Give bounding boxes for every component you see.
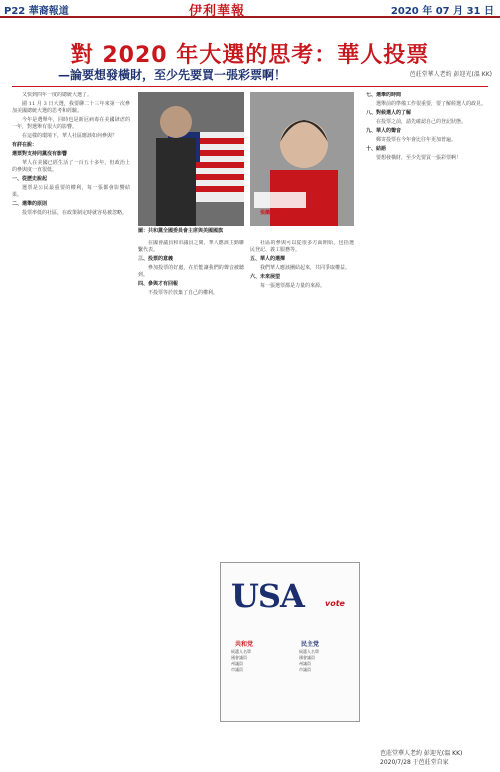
- section-heading: 九、華人的聲音: [366, 128, 402, 134]
- list-item: 州議員: [231, 661, 243, 666]
- section-heading: 選票對支持同黨沒有影響: [12, 151, 68, 157]
- flag-photo: [138, 92, 244, 226]
- portrait-illustration: [250, 92, 354, 226]
- list-item: 市議員: [299, 667, 311, 672]
- section-heading: 十、結語: [366, 146, 387, 152]
- usa-wordmark: USA: [231, 577, 304, 615]
- paragraph: 在這樣的環境下，華人社區應該如何參與？: [22, 133, 118, 139]
- paragraph: 又快到四年一度的總統大選了。: [22, 92, 93, 98]
- flag-illustration: [138, 92, 244, 226]
- page-label: P22 華裔報道: [4, 6, 69, 17]
- democrat-label: 民主党: [301, 641, 320, 648]
- paragraph: 今年是選舉年，同時也是新冠病毒在美國肆虐的一年，對選舉有很大的影響。: [12, 117, 130, 130]
- paragraph: 郵寄投票在今年會比往年更加普遍。: [376, 137, 457, 143]
- issue-date: 2020 年 07 月 31 日: [390, 6, 494, 17]
- paragraph: 社區的參與可以從很多方面開始，包括選民登記、義工服務等。: [250, 240, 354, 253]
- section-heading: 六、未來展望: [250, 274, 281, 280]
- section-heading: 二、選舉的原則: [12, 201, 48, 207]
- paragraph: 選票是公民最重要的權利，每一張都會影響結果。: [12, 185, 130, 198]
- paragraph: 參加投票的好處，在於能讓我們的聲音被聽到。: [138, 265, 244, 278]
- vote-wordmark: vote: [325, 599, 345, 608]
- list-item: 候選人名單: [299, 649, 319, 654]
- paragraph: 投票率低的社區，在政策制定時就容易被忽略。: [22, 210, 128, 216]
- section-heading: 有詳在說：: [12, 142, 38, 148]
- page-header: [0, 0, 500, 18]
- list-item: 國會議員: [231, 655, 247, 660]
- paragraph: 選舉前的準備工作很重要，要了解候選人的政見。: [376, 101, 487, 107]
- column-1: [12, 92, 130, 762]
- article-title: 對 2020 年大選的思考：華人投票: [70, 43, 430, 68]
- section-heading: 一、從歷史說起: [12, 176, 48, 182]
- end-author: 芭莊堂華人老約 彭迎光(溫 KK): [380, 750, 463, 757]
- masthead: 伊利華報: [189, 4, 246, 19]
- section-heading: 七、選舉的時間: [366, 92, 402, 98]
- column-3: [250, 240, 354, 560]
- list-item: 市議員: [231, 667, 243, 672]
- paragraph: 在國會議員和市議員之間，華人應該主動聯繫代表。: [138, 240, 244, 253]
- paragraph: 圍 11 月 3 日大選，我要聊二十三年來第一次參加美國總統大選的思考和經驗。: [12, 101, 130, 114]
- column-2: [138, 240, 244, 560]
- paragraph: 我們華人應該團結起來，共同爭取權益。: [260, 265, 351, 271]
- column-4: [366, 92, 488, 732]
- republican-list: [231, 649, 285, 673]
- paragraph: 每一張選票都是力量的來源。: [260, 283, 326, 289]
- portrait-caption: 張蘭總統夫人: [260, 210, 291, 216]
- section-heading: 八、對候選人的了解: [366, 110, 412, 116]
- democrat-list: [299, 649, 353, 673]
- portrait-photo: [250, 92, 354, 226]
- article-subtitle: —論要想發橫財，至少先要買一張彩票啊！: [58, 68, 287, 82]
- paragraph: 在投票之前，請先確認自己的登記狀態。: [376, 119, 467, 125]
- list-item: 候選人名單: [231, 649, 251, 654]
- title-rule: [12, 86, 488, 87]
- paragraph: 要想發橫財，至少先要買一張彩票啊！: [376, 155, 462, 161]
- article-byline: 芭莊堂華人老約 彭迎光(溫 KK): [409, 71, 492, 78]
- list-item: 國會議員: [299, 655, 315, 660]
- paragraph: 不投票等於放棄了自己的權利。: [148, 290, 219, 296]
- photo-caption: 圖：共和黨全國委員會主席與美國國旗: [138, 228, 224, 234]
- end-date: 2020/7/28 于芭莊堂自家: [380, 759, 449, 766]
- paragraph: 華人在美國已經生活了一百五十多年，但政治上的參與度一直很低。: [12, 160, 130, 173]
- section-heading: 四、參與才有回報: [138, 281, 179, 287]
- section-heading: 五、華人的選擇: [250, 256, 286, 262]
- usa-vote-graphic: [220, 562, 360, 722]
- section-heading: 三、投票的意義: [138, 256, 174, 262]
- republican-label: 共和党: [235, 641, 254, 648]
- end-byline: [380, 748, 462, 766]
- list-item: 州議員: [299, 661, 311, 666]
